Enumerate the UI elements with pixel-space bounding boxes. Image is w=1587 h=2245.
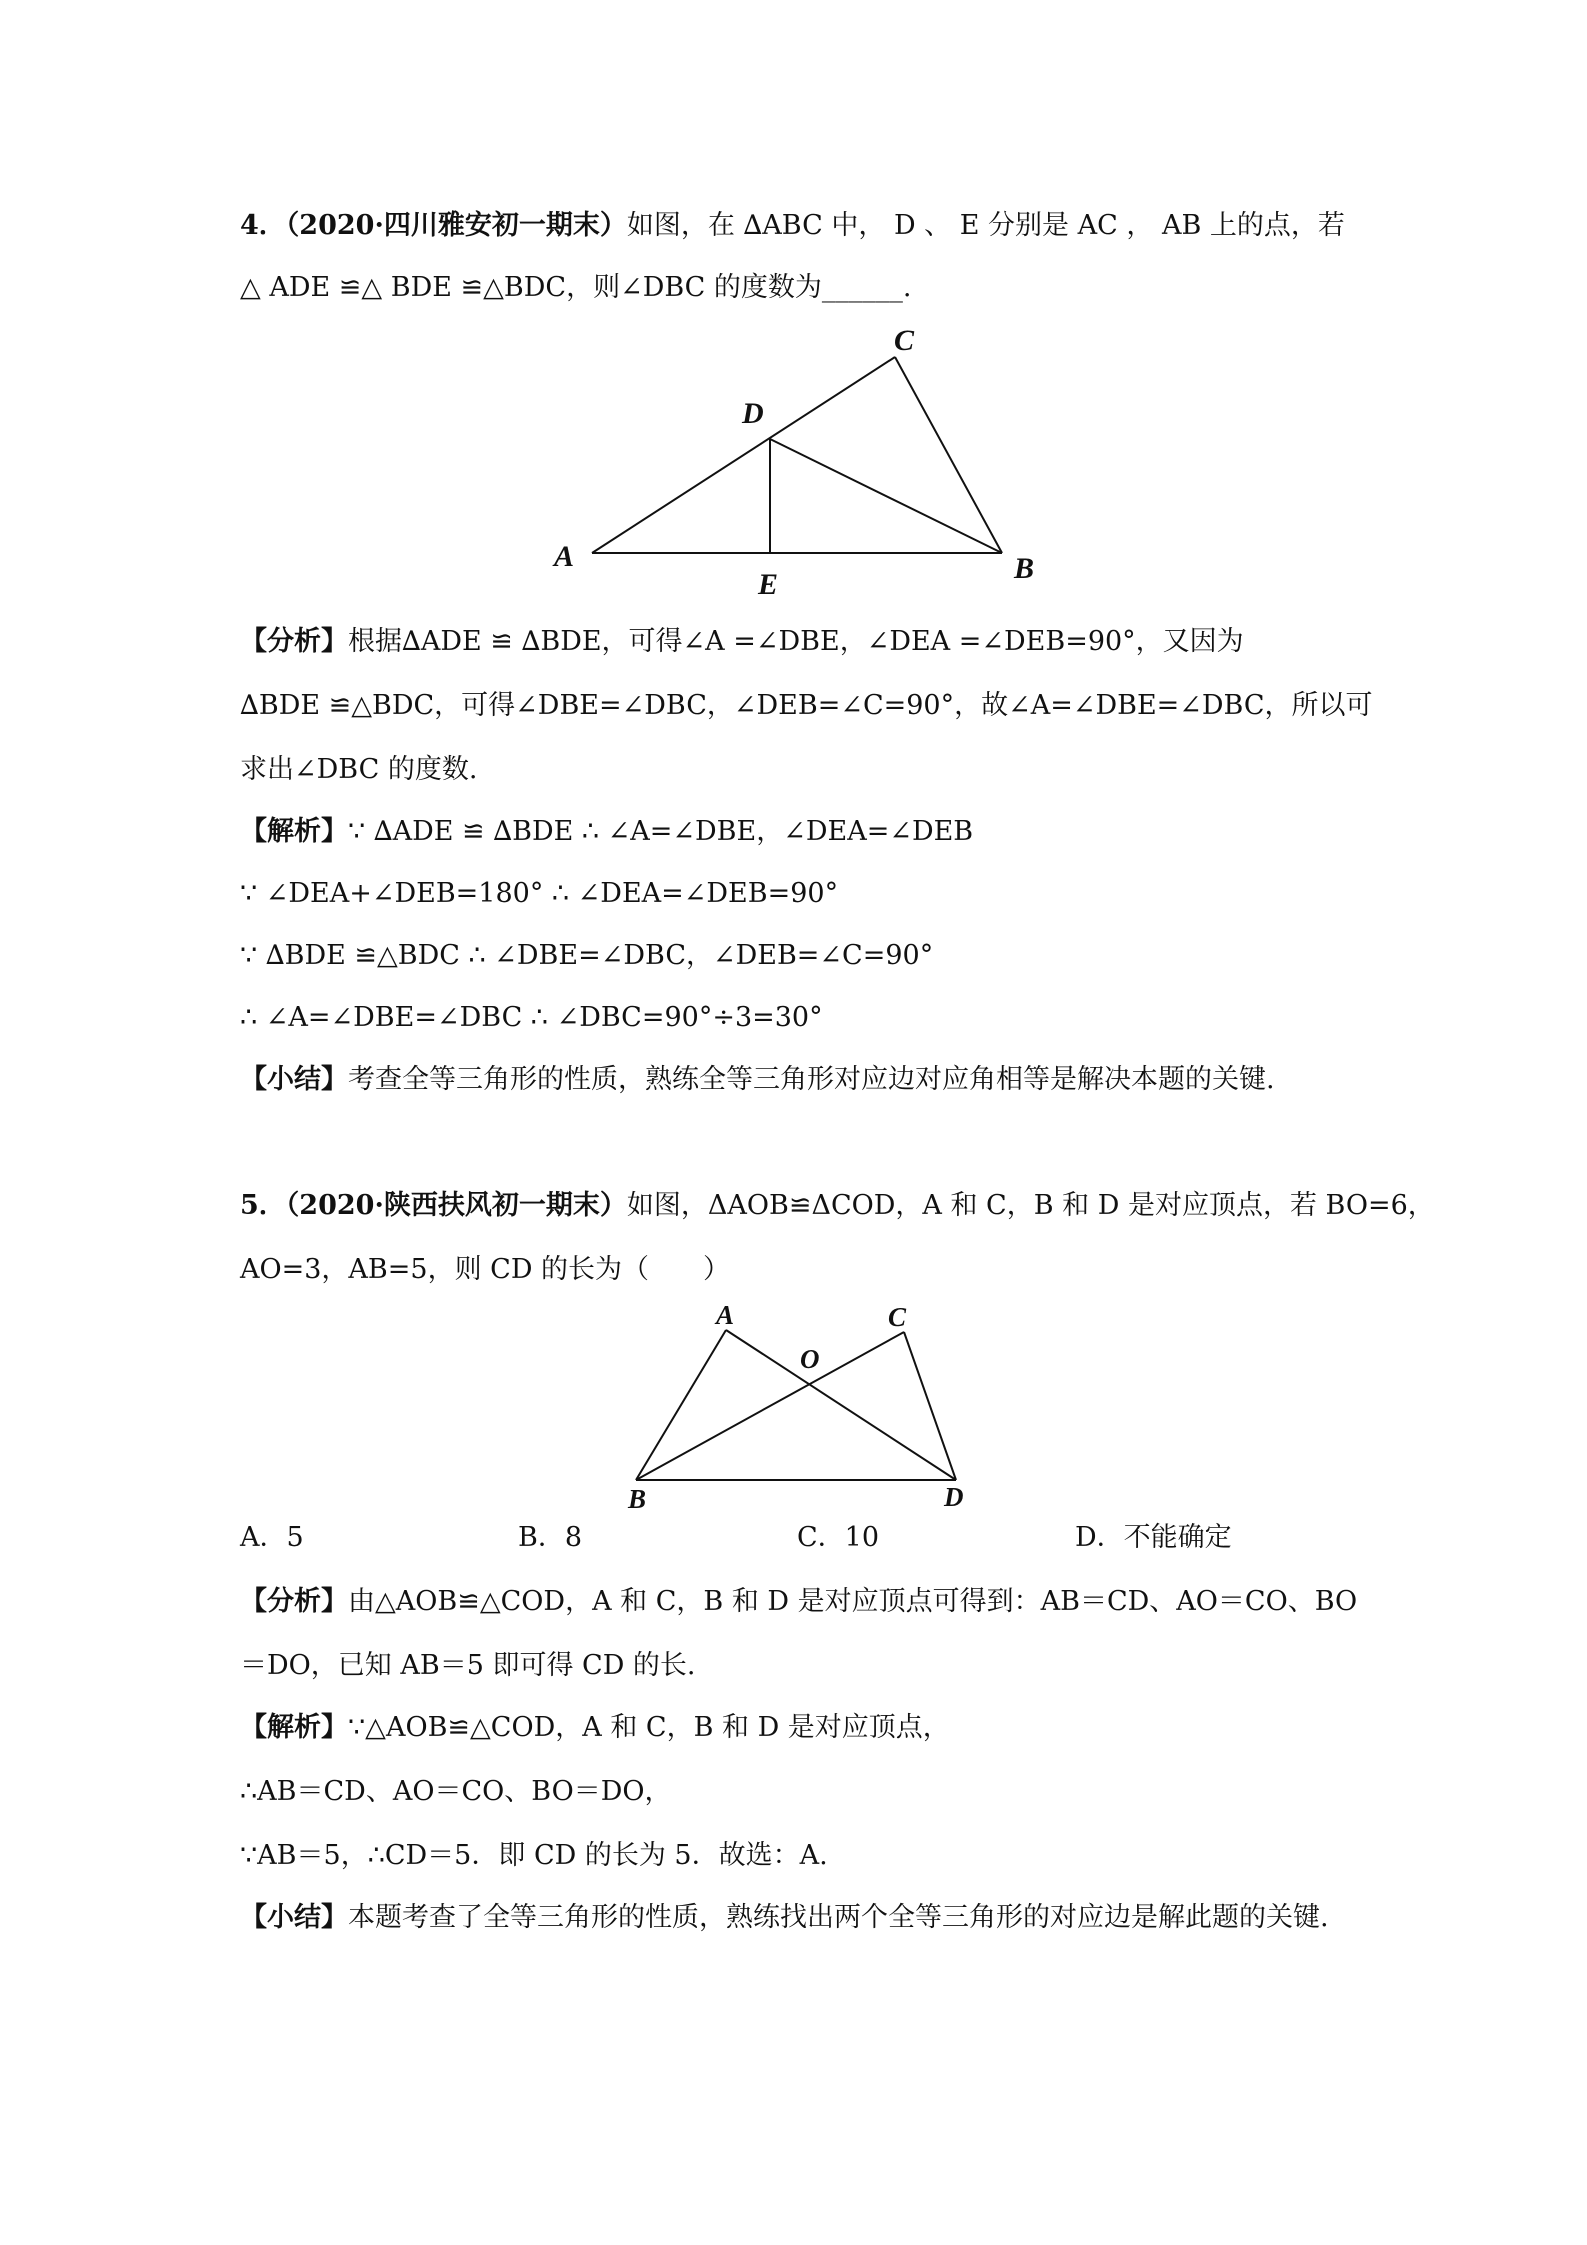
q5-segment-ab <box>636 1330 726 1480</box>
q5-source: （2020·陕西扶风初一期末） <box>285 1190 627 1221</box>
q5-stem-line1 <box>240 1186 1435 1226</box>
q5-solution-line1 <box>240 1708 1350 1748</box>
q5-summary-label: 【小结】 <box>240 1902 348 1933</box>
q4-number: 4． <box>240 210 286 241</box>
q5-label-b: B <box>628 1484 647 1514</box>
q4-label-c: C <box>894 324 915 357</box>
q4-analysis-text1: 根据∆ADE ≌ ∆BDE，可得∠A =∠DBE，∠DEA =∠DEB=90°，又因为 <box>348 626 1244 657</box>
q5-label-a: A <box>716 1300 735 1330</box>
q4-summary-label: 【小结】 <box>240 1064 348 1095</box>
q5-segment-cd <box>904 1332 956 1480</box>
q4-label-a: A <box>554 540 575 573</box>
q5-label-o: O <box>800 1344 820 1374</box>
q4-solution-line3: ∵ ∆BDE ≌△BDC ∴ ∠DBE=∠DBC，∠DEB=∠C=90° <box>240 940 934 971</box>
q5-stem-line2: AO=3，AB=5，则 CD 的长为（ ） <box>240 1254 731 1285</box>
q4-stem-text1: 如图，在 ∆ABC 中， D 、 E 分别是 AC ， AB 上的点，若 <box>626 210 1345 241</box>
q5-option-b[interactable]: B．8 <box>518 1522 583 1553</box>
q5-solution-line2: ∴AB＝CD、AO＝CO、BO＝DO， <box>240 1776 672 1807</box>
q4-analysis-label: 【分析】 <box>240 626 348 657</box>
q5-analysis-line1 <box>240 1582 1358 1622</box>
q5-option-c[interactable]: C．10 <box>797 1522 880 1553</box>
q4-stem-line2: △ ADE ≌△ BDE ≌△BDC，则∠DBC 的度数为______. <box>240 272 912 303</box>
q4-segment-ac <box>592 357 895 553</box>
q5-solution-label: 【解析】 <box>240 1712 348 1743</box>
q5-analysis-text1: 由△AOB≌△COD，A 和 C，B 和 D 是对应顶点可得到：AB＝CD、AO＝CO、BO <box>348 1586 1358 1617</box>
q5-figure <box>620 1296 980 1518</box>
q4-stem-line1 <box>240 206 1350 246</box>
q5-segment-cb <box>636 1332 904 1480</box>
q5-label-d: D <box>944 1482 964 1512</box>
q5-label-c: C <box>888 1302 907 1332</box>
q4-analysis-line1 <box>240 622 1350 662</box>
q4-solution-line4: ∴ ∠A=∠DBE=∠DBC ∴ ∠DBC=90°÷3=30° <box>240 1002 823 1033</box>
q4-label-d: D <box>742 397 764 430</box>
q5-solution-text1: ∵△AOB≌△COD，A 和 C，B 和 D 是对应顶点， <box>348 1712 950 1743</box>
q5-summary-text: 本题考查了全等三角形的性质，熟练找出两个全等三角形的对应边是解此题的关键. <box>348 1902 1329 1933</box>
q4-solution-label: 【解析】 <box>240 816 348 847</box>
q4-figure <box>540 320 1060 600</box>
q4-segment-cb <box>895 357 1002 553</box>
q4-summary-line <box>240 1060 1350 1100</box>
q5-summary-line <box>240 1898 1350 1938</box>
q5-stem-text1: 如图，ΔAOB≌ΔCOD，A 和 C，B 和 D 是对应顶点，若 BO=6， <box>626 1190 1435 1221</box>
q4-solution-text1: ∵ ∆ADE ≌ ∆BDE ∴ ∠A=∠DBE，∠DEA=∠DEB <box>348 816 974 847</box>
q4-analysis-line3: 求出∠DBC 的度数. <box>240 754 478 785</box>
q4-label-e: E <box>758 568 779 600</box>
q4-solution-line2: ∵ ∠DEA+∠DEB=180° ∴ ∠DEA=∠DEB=90° <box>240 878 839 909</box>
q4-segment-db <box>770 439 1002 553</box>
q5-option-d[interactable]: D．不能确定 <box>1075 1522 1232 1553</box>
q4-solution-line1 <box>240 812 1350 852</box>
q4-label-b: B <box>1014 552 1035 585</box>
q4-summary-text: 考查全等三角形的性质，熟练全等三角形对应边对应角相等是解决本题的关键. <box>348 1064 1275 1095</box>
q5-solution-line3: ∵AB＝5，∴CD＝5．即 CD 的长为 5．故选：A. <box>240 1840 828 1871</box>
q4-analysis-line2: ∆BDE ≌△BDC，可得∠DBE=∠DBC，∠DEB=∠C=90°，故∠A=∠DBE=∠DBC，所以可 <box>240 690 1373 721</box>
q5-option-a[interactable]: A．5 <box>240 1522 304 1553</box>
q5-segment-ad <box>726 1330 956 1480</box>
q5-analysis-line2: ＝DO，已知 AB＝5 即可得 CD 的长. <box>240 1650 696 1681</box>
q5-analysis-label: 【分析】 <box>240 1586 348 1617</box>
q5-number: 5． <box>240 1190 286 1221</box>
q4-source: （2020·四川雅安初一期末） <box>285 210 627 241</box>
